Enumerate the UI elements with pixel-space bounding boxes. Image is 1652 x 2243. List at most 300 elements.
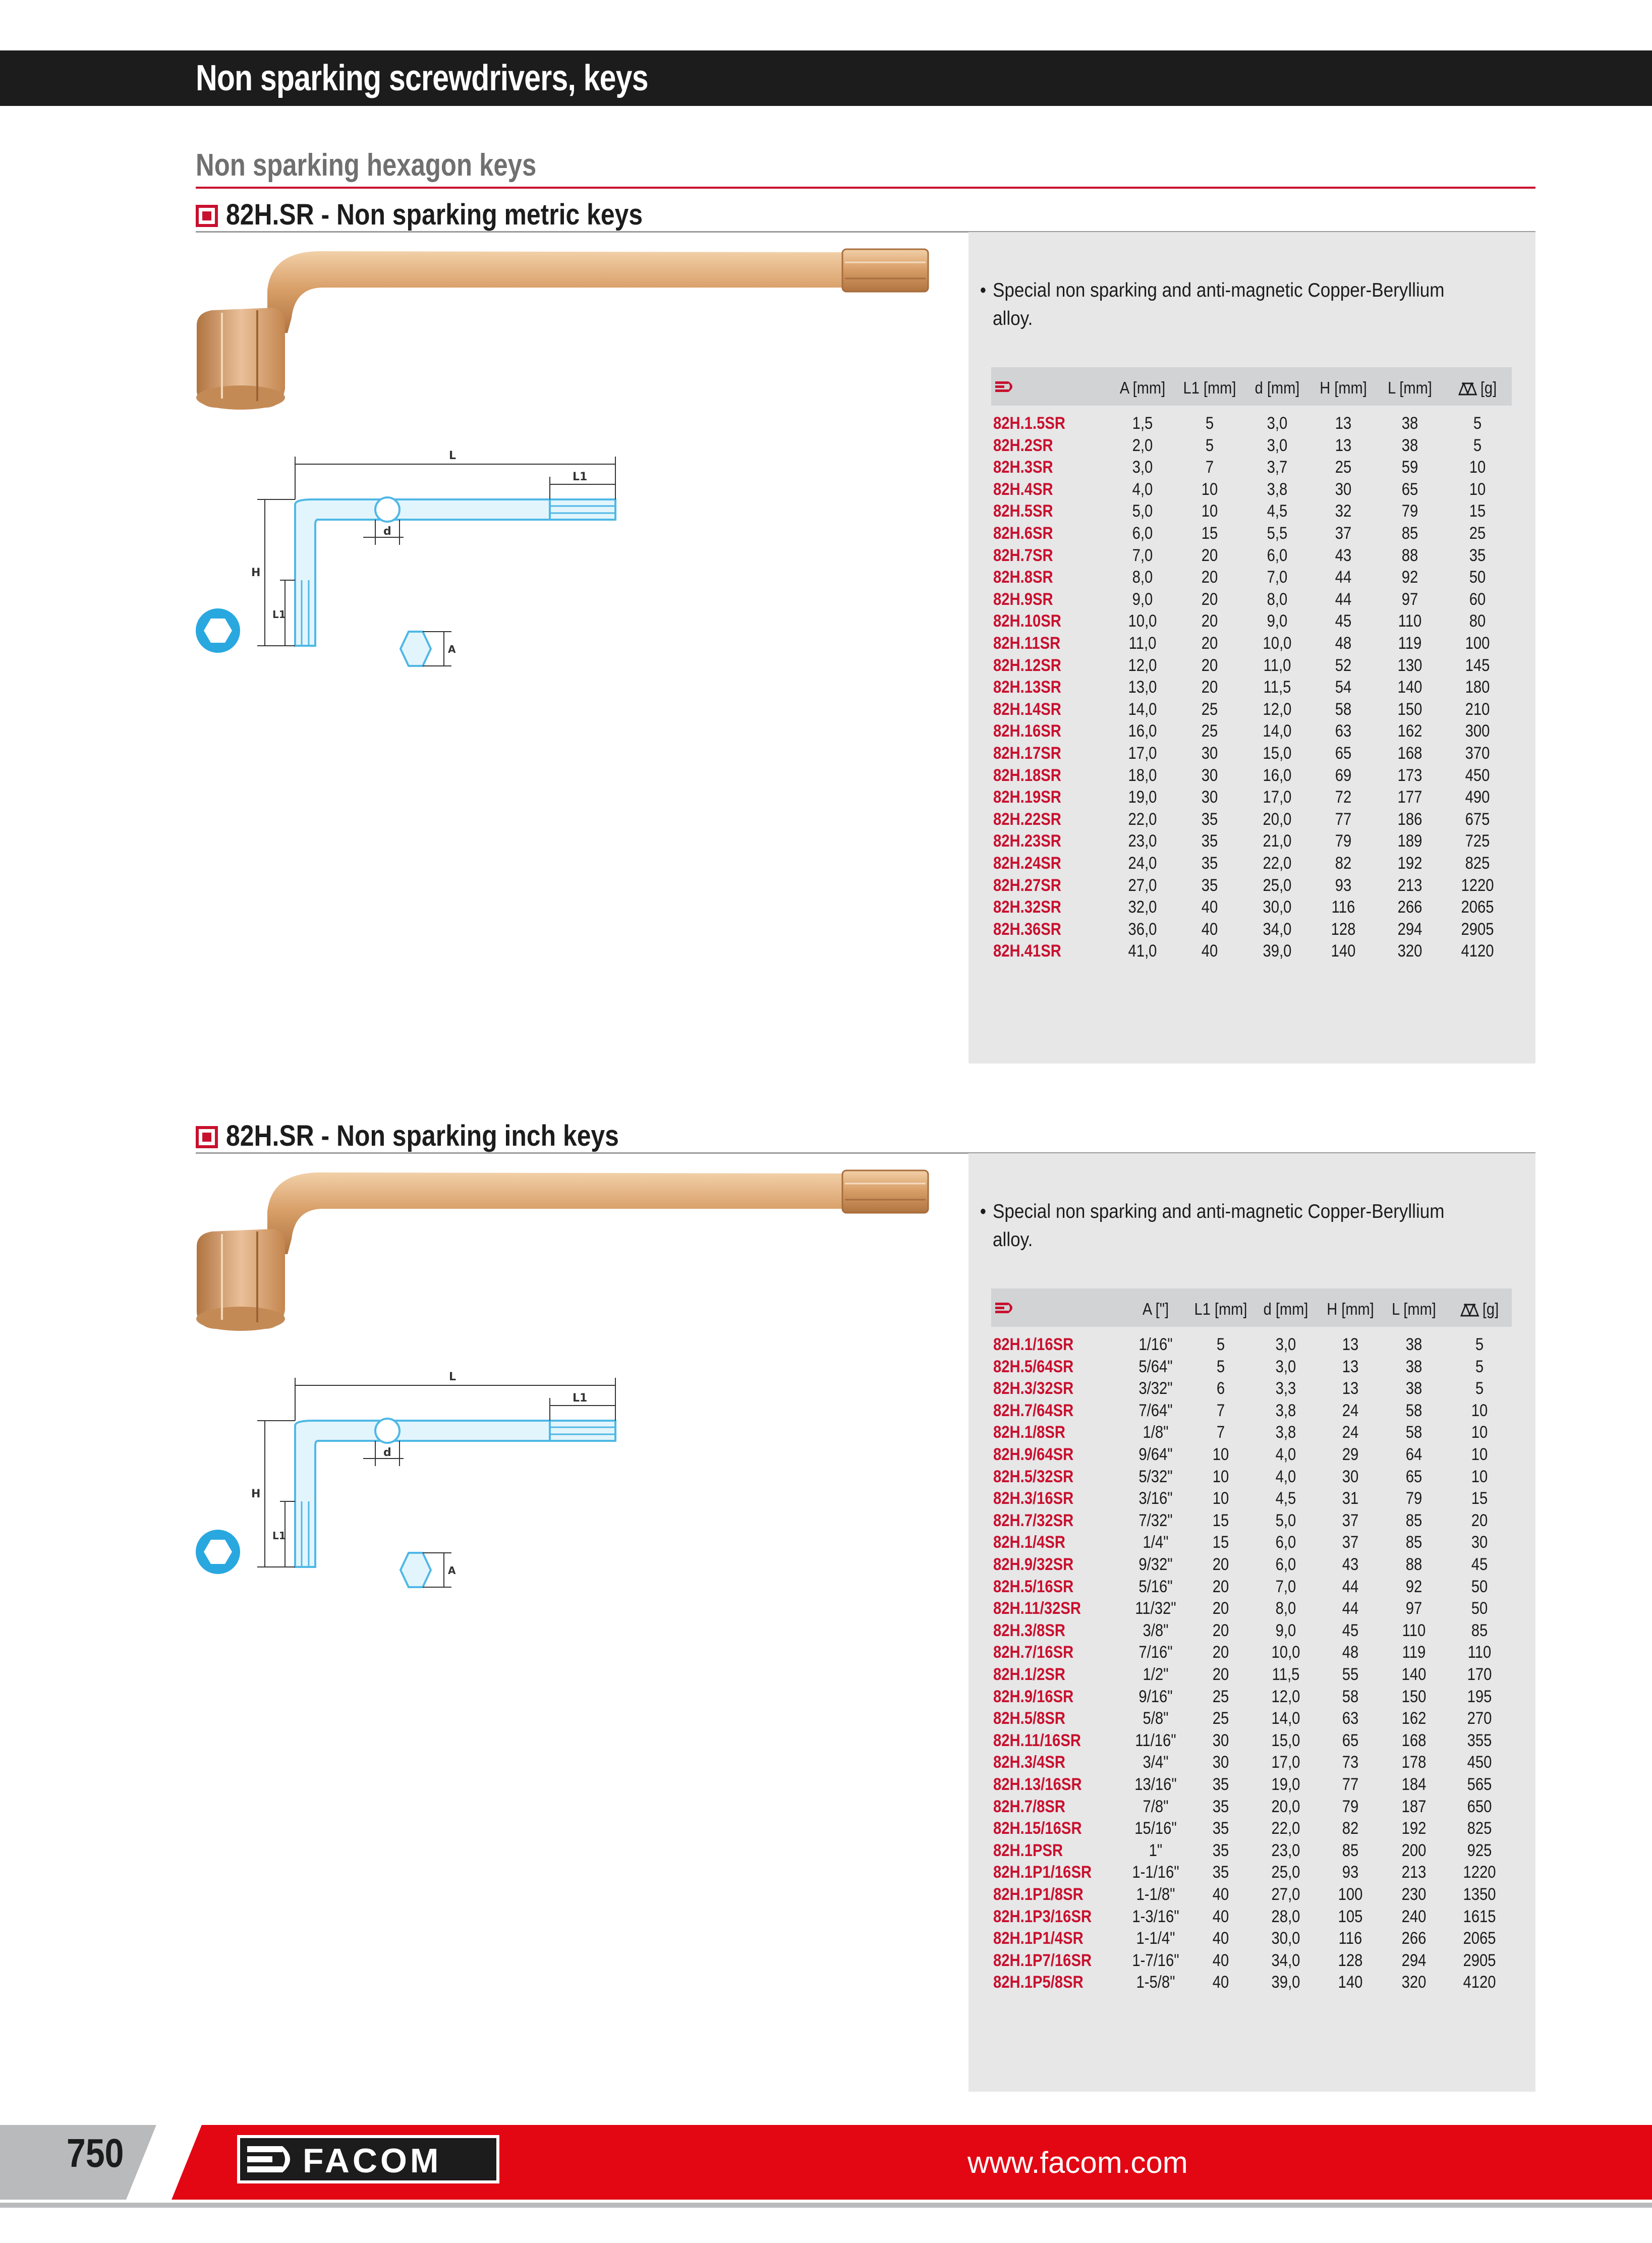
table-row [991, 765, 1512, 787]
svg-text:A: A [448, 1564, 456, 1577]
table-cell: 79 [1401, 501, 1418, 521]
column-header: H [mm] [1327, 1300, 1374, 1318]
table-cell: 34,0 [1263, 919, 1292, 939]
table-cell: 1/2" [1143, 1665, 1169, 1684]
table-cell: 10 [1471, 1400, 1488, 1420]
table-cell: 119 [1398, 634, 1422, 653]
table-cell: 41,0 [1128, 941, 1157, 961]
table-cell: 5,0 [1275, 1510, 1296, 1530]
table-cell: 10 [1471, 1467, 1488, 1486]
product-ref: 82H.18SR [993, 765, 1061, 785]
table-cell: 22,0 [1263, 854, 1292, 873]
table-row [991, 1510, 1512, 1532]
column-header: d [mm] [1255, 378, 1300, 397]
table-cell: 177 [1397, 788, 1422, 807]
table-cell: 77 [1342, 1775, 1359, 1794]
table-cell: 32,0 [1128, 898, 1157, 917]
table-cell: 85 [1342, 1840, 1359, 1860]
table-cell: 30 [1342, 1467, 1359, 1486]
product-ref: 82H.12SR [993, 655, 1061, 675]
table-cell: 9,0 [1132, 589, 1153, 609]
table-cell: 8,0 [1132, 568, 1153, 587]
table-cell: 6 [1216, 1379, 1225, 1398]
table-cell: 79 [1405, 1489, 1422, 1508]
table-cell: 100 [1465, 634, 1490, 653]
page-title: Non sparking screwdrivers, keys [196, 58, 648, 98]
table-cell: 5 [1205, 414, 1214, 433]
metric-section-title: 82H.SR - Non sparking metric keys [226, 198, 643, 231]
product-ref: 82H.1P5/8SR [993, 1973, 1084, 1992]
table-cell: 20 [1201, 634, 1218, 653]
table-cell: 21,0 [1263, 831, 1292, 851]
product-ref: 82H.5/32SR [993, 1467, 1074, 1486]
table-cell: 320 [1397, 941, 1422, 961]
table-cell: 32 [1335, 501, 1352, 521]
ref-arrow-icon [995, 1302, 1017, 1314]
diagram-label-L: L [449, 450, 457, 462]
table-row [991, 1928, 1512, 1950]
table-cell: 55 [1342, 1665, 1359, 1684]
table-cell: 1-3/16" [1132, 1906, 1179, 1926]
table-cell: 12,0 [1263, 699, 1292, 719]
svg-text:d: d [383, 1446, 391, 1459]
section-square-icon [196, 205, 218, 227]
table-cell: 213 [1397, 875, 1422, 895]
table-row [991, 677, 1512, 699]
svg-text:L: L [449, 1371, 457, 1383]
table-cell: 150 [1401, 1687, 1427, 1706]
table-cell: 270 [1467, 1709, 1492, 1728]
table-cell: 50 [1469, 568, 1486, 587]
table-cell: 30 [1201, 765, 1218, 785]
table-row [991, 567, 1512, 589]
table-cell: 25,0 [1263, 875, 1292, 895]
table-cell: 5/16" [1138, 1577, 1173, 1596]
table-cell: 7 [1205, 458, 1214, 477]
table-cell: 28,0 [1271, 1906, 1300, 1926]
table-cell: 320 [1401, 1973, 1427, 1992]
table-cell: 65 [1335, 744, 1352, 763]
table-cell: 128 [1331, 919, 1356, 939]
column-header: d [mm] [1263, 1300, 1308, 1318]
table-row [991, 1730, 1512, 1752]
product-ref: 82H.5SR [993, 501, 1053, 521]
table-row [991, 919, 1512, 941]
table-cell: 38 [1401, 435, 1418, 455]
table-cell: 38 [1405, 1335, 1422, 1354]
table-row [991, 1664, 1512, 1686]
table-cell: 97 [1405, 1599, 1422, 1618]
table-cell: 85 [1405, 1533, 1422, 1552]
product-ref: 82H.11/16SR [993, 1730, 1081, 1750]
diagram-label-H: H [251, 567, 261, 579]
table-row [991, 1554, 1512, 1576]
table-cell: 195 [1467, 1687, 1492, 1706]
table-row [991, 479, 1512, 501]
table-cell: 13 [1342, 1379, 1359, 1398]
table-cell: 48 [1342, 1643, 1359, 1662]
table-cell: 45 [1471, 1555, 1488, 1574]
inch-bullet: • Special non sparking and anti-magnetic Copper-Beryllium alloy. [980, 1201, 1445, 1251]
table-cell: 294 [1397, 919, 1422, 939]
table-cell: 10 [1212, 1467, 1229, 1486]
product-ref: 82H.22SR [993, 809, 1061, 829]
product-ref: 82H.9SR [993, 589, 1053, 609]
table-cell: 44 [1342, 1577, 1359, 1596]
table-cell: 3/4" [1143, 1753, 1169, 1772]
table-cell: 140 [1397, 678, 1422, 697]
product-ref: 82H.1P7/16SR [993, 1950, 1092, 1970]
table-cell: 59 [1401, 458, 1418, 477]
table-cell: 35 [1212, 1819, 1229, 1838]
table-cell: 1615 [1463, 1906, 1496, 1926]
table-cell: 35 [1201, 875, 1218, 895]
table-cell: 3,0 [1267, 414, 1288, 433]
table-cell: 23,0 [1128, 831, 1157, 851]
table-row [991, 633, 1512, 655]
table-cell: 6,0 [1275, 1533, 1296, 1552]
table-cell: 63 [1335, 721, 1352, 741]
table-cell: 925 [1467, 1840, 1492, 1860]
table-cell: 5 [1473, 435, 1482, 455]
table-cell: 116 [1338, 1929, 1362, 1948]
table-cell: 119 [1402, 1643, 1426, 1662]
product-ref: 82H.9/32SR [993, 1555, 1074, 1574]
table-cell: 10 [1469, 479, 1486, 499]
product-ref: 82H.4SR [993, 479, 1053, 499]
table-cell: 17,0 [1128, 744, 1157, 763]
table-cell: 266 [1397, 898, 1422, 917]
table-cell: 65 [1342, 1730, 1359, 1750]
table-cell: 30 [1335, 479, 1352, 499]
table-cell: 15,0 [1271, 1730, 1300, 1750]
product-ref: 82H.7/8SR [993, 1797, 1066, 1816]
table-cell: 72 [1335, 788, 1352, 807]
product-ref: 82H.3SR [993, 458, 1053, 477]
subtitle-rule [196, 187, 1535, 189]
table-cell: 39,0 [1263, 941, 1292, 961]
table-cell: 16,0 [1263, 765, 1292, 785]
column-header: A [mm] [1119, 378, 1166, 397]
table-cell: 116 [1331, 898, 1355, 917]
table-cell: 31 [1342, 1489, 1359, 1508]
table-cell: 110 [1398, 611, 1422, 631]
table-cell: 65 [1405, 1467, 1422, 1486]
table-cell: 4,5 [1267, 501, 1288, 521]
table-cell: 200 [1401, 1840, 1427, 1860]
table-cell: 140 [1401, 1665, 1427, 1684]
table-cell: 180 [1465, 678, 1490, 697]
product-ref: 82H.2SR [993, 435, 1053, 455]
table-cell: 77 [1335, 809, 1352, 829]
table-cell: 128 [1338, 1950, 1363, 1970]
table-cell: 9/16" [1138, 1687, 1173, 1706]
table-cell: 58 [1335, 699, 1352, 719]
product-ref: 82H.1P3/16SR [993, 1906, 1092, 1926]
table-cell: 37 [1342, 1533, 1359, 1552]
table-cell: 100 [1338, 1885, 1363, 1904]
table-cell: 38 [1405, 1379, 1422, 1398]
table-cell: 15 [1469, 501, 1486, 521]
table-row [991, 1972, 1512, 1994]
table-row [991, 1334, 1512, 1356]
table-cell: 69 [1335, 765, 1352, 785]
table-row [991, 1862, 1512, 1884]
column-header: L [mm] [1388, 378, 1432, 397]
table-cell: 17,0 [1263, 788, 1292, 807]
section-square-icon [196, 1126, 218, 1148]
table-cell: 40 [1201, 919, 1218, 939]
table-cell: 192 [1397, 854, 1422, 873]
table-cell: 85 [1471, 1620, 1488, 1640]
table-cell: 58 [1342, 1687, 1359, 1706]
table-cell: 88 [1401, 545, 1418, 565]
inch-section-title: 82H.SR - Non sparking inch keys [226, 1119, 619, 1152]
hexagon-profile-icon [195, 607, 241, 654]
table-cell: 43 [1342, 1555, 1359, 1574]
table-cell: 36,0 [1128, 919, 1157, 939]
product-ref: 82H.1P1/4SR [993, 1929, 1084, 1948]
table-cell: 130 [1397, 655, 1422, 675]
table-cell: 1/8" [1143, 1423, 1169, 1442]
table-cell: 110 [1402, 1620, 1426, 1640]
table-cell: 7 [1216, 1400, 1225, 1420]
table-cell: 20 [1212, 1599, 1229, 1618]
table-cell: 34,0 [1271, 1950, 1300, 1970]
table-cell: 20 [1201, 589, 1218, 609]
table-cell: 35 [1201, 831, 1218, 851]
table-cell: 10 [1469, 458, 1486, 477]
table-cell: 37 [1342, 1510, 1359, 1530]
table-cell: 5 [1216, 1335, 1225, 1354]
table-cell: 140 [1338, 1973, 1363, 1992]
hexagon-profile-icon [195, 1529, 241, 1575]
table-cell: 37 [1335, 524, 1352, 543]
table-cell: 27,0 [1271, 1885, 1300, 1904]
table-cell: 1220 [1463, 1863, 1496, 1882]
product-ref: 82H.1P1/8SR [993, 1885, 1084, 1904]
table-cell: 7/8" [1143, 1797, 1169, 1816]
column-header: L [mm] [1392, 1300, 1436, 1318]
table-cell: 16,0 [1128, 721, 1157, 741]
website-link[interactable]: www.facom.com [967, 2146, 1188, 2179]
product-ref: 82H.19SR [993, 788, 1061, 807]
product-ref: 82H.7/64SR [993, 1400, 1074, 1420]
table-cell: 1220 [1461, 875, 1494, 895]
table-cell: 92 [1405, 1577, 1422, 1596]
table-row [991, 1576, 1512, 1598]
product-ref: 82H.16SR [993, 721, 1061, 741]
table-cell: 184 [1401, 1775, 1427, 1794]
table-cell: 60 [1469, 589, 1486, 609]
table-cell: 675 [1465, 809, 1490, 829]
table-row [991, 743, 1512, 765]
table-cell: 4120 [1461, 941, 1494, 961]
table-cell: 11,5 [1272, 1665, 1300, 1684]
table-cell: 162 [1397, 721, 1422, 741]
table-cell: 25 [1469, 524, 1486, 543]
table-cell: 38 [1405, 1357, 1422, 1376]
table-cell: 20 [1201, 568, 1218, 587]
table-cell: 11/16" [1135, 1730, 1176, 1750]
product-ref: 82H.5/16SR [993, 1577, 1074, 1596]
table-cell: 22,0 [1128, 809, 1157, 829]
section-subtitle: Non sparking hexagon keys [196, 148, 537, 183]
table-row [991, 720, 1512, 743]
table-cell: 30 [1201, 744, 1218, 763]
table-cell: 13 [1342, 1335, 1359, 1354]
table-cell: 9/64" [1138, 1445, 1173, 1464]
table-cell: 3/16" [1138, 1489, 1173, 1508]
product-ref: 82H.1/4SR [993, 1533, 1066, 1552]
metric-key-diagram [192, 444, 636, 686]
table-row [991, 1400, 1512, 1422]
table-row [991, 940, 1512, 963]
table-cell: 25,0 [1271, 1863, 1300, 1882]
table-cell: 4,0 [1132, 479, 1153, 499]
table-cell: 35 [1201, 854, 1218, 873]
product-ref: 82H.1.5SR [993, 414, 1066, 433]
table-cell: 85 [1405, 1510, 1422, 1530]
table-cell: 20 [1212, 1643, 1229, 1662]
product-ref: 82H.1/8SR [993, 1423, 1066, 1442]
table-cell: 50 [1471, 1577, 1488, 1596]
table-cell: 4,5 [1275, 1489, 1296, 1508]
table-row [991, 896, 1512, 919]
table-cell: 43 [1335, 545, 1352, 565]
table-cell: 40 [1212, 1950, 1229, 1970]
table-cell: 210 [1465, 699, 1490, 719]
table-cell: 45 [1342, 1620, 1359, 1640]
table-cell: 450 [1465, 765, 1490, 785]
table-cell: 5,0 [1132, 501, 1153, 521]
table-cell: 15 [1212, 1510, 1229, 1530]
table-cell: 40 [1201, 941, 1218, 961]
product-ref: 82H.24SR [993, 854, 1061, 873]
table-cell: 150 [1397, 699, 1422, 719]
table-cell: 19,0 [1271, 1775, 1300, 1794]
table-cell: 12,0 [1128, 655, 1157, 675]
svg-text:L1: L1 [272, 608, 286, 621]
inch-table-header [991, 1288, 1512, 1327]
table-cell: 22,0 [1271, 1819, 1300, 1838]
table-cell: 5 [1473, 414, 1482, 433]
table-cell: 14,0 [1271, 1709, 1300, 1728]
table-cell: 25 [1212, 1709, 1229, 1728]
table-cell: 240 [1401, 1906, 1427, 1926]
table-row [991, 1950, 1512, 1972]
table-cell: 79 [1342, 1797, 1359, 1816]
table-cell: 10,0 [1128, 611, 1157, 631]
product-ref: 82H.9/64SR [993, 1445, 1074, 1464]
product-ref: 82H.10SR [993, 611, 1061, 631]
table-cell: 20 [1201, 655, 1218, 675]
table-row [991, 787, 1512, 809]
table-cell: 10 [1212, 1445, 1229, 1464]
product-ref: 82H.5/64SR [993, 1357, 1074, 1376]
footer-rule [0, 2203, 1652, 2208]
table-row [991, 1752, 1512, 1774]
table-cell: 825 [1465, 854, 1490, 873]
table-cell: 7/64" [1138, 1400, 1173, 1420]
table-cell: 3,0 [1275, 1335, 1296, 1354]
table-cell: 7/16" [1138, 1643, 1173, 1662]
product-ref: 82H.11/32SR [993, 1599, 1081, 1618]
table-cell: 6,0 [1132, 524, 1153, 543]
table-cell: 18,0 [1128, 765, 1157, 785]
table-cell: 3,8 [1275, 1400, 1296, 1420]
table-cell: 725 [1465, 831, 1490, 851]
column-header: L1 [mm] [1194, 1300, 1247, 1318]
table-cell: 168 [1401, 1730, 1427, 1750]
table-cell: 110 [1467, 1643, 1492, 1662]
page-number: 750 [67, 2130, 124, 2175]
product-ref: 82H.3/4SR [993, 1753, 1066, 1772]
table-row [991, 1620, 1512, 1642]
table-cell: 40 [1212, 1973, 1229, 1992]
table-row [991, 1906, 1512, 1928]
table-cell: 5,5 [1267, 524, 1288, 543]
table-cell: 20 [1471, 1510, 1488, 1530]
product-ref: 82H.3/32SR [993, 1379, 1074, 1398]
table-cell: 7,0 [1267, 568, 1288, 587]
table-cell: 3,8 [1275, 1423, 1296, 1442]
table-cell: 15 [1471, 1489, 1488, 1508]
table-cell: 35 [1201, 809, 1218, 829]
table-cell: 105 [1338, 1906, 1363, 1926]
table-cell: 50 [1471, 1599, 1488, 1618]
table-cell: 140 [1331, 941, 1356, 961]
table-cell: 565 [1467, 1775, 1492, 1794]
table-cell: 300 [1465, 721, 1490, 741]
table-cell: 8,0 [1275, 1599, 1296, 1618]
table-cell: 30 [1212, 1753, 1229, 1772]
table-cell: 13/16" [1134, 1775, 1177, 1794]
table-cell: 2,0 [1132, 435, 1153, 455]
table-cell: 10 [1471, 1423, 1488, 1442]
table-cell: 73 [1342, 1753, 1359, 1772]
table-cell: 4,0 [1275, 1467, 1296, 1486]
table-cell: 294 [1401, 1950, 1427, 1970]
table-cell: 10,0 [1271, 1643, 1300, 1662]
product-ref: 82H.9/16SR [993, 1687, 1074, 1706]
table-cell: 11,0 [1263, 655, 1291, 675]
table-row [991, 1466, 1512, 1488]
table-cell: 25 [1201, 699, 1218, 719]
table-cell: 8,0 [1267, 589, 1288, 609]
table-cell: 5 [1205, 435, 1214, 455]
table-cell: 20 [1212, 1665, 1229, 1684]
table-cell: 20 [1212, 1555, 1229, 1574]
table-cell: 173 [1397, 765, 1422, 785]
table-cell: 27,0 [1128, 875, 1157, 895]
table-cell: 29 [1342, 1445, 1359, 1464]
table-cell: 266 [1401, 1929, 1427, 1948]
product-ref: 82H.5/8SR [993, 1709, 1066, 1728]
table-row [991, 413, 1512, 435]
table-cell: 178 [1401, 1753, 1427, 1772]
table-cell: 230 [1401, 1885, 1427, 1904]
table-cell: 88 [1405, 1555, 1422, 1574]
product-ref: 82H.1PSR [993, 1840, 1063, 1860]
table-cell: 79 [1335, 831, 1352, 851]
column-header: H [mm] [1320, 378, 1367, 397]
table-cell: 20 [1201, 545, 1218, 565]
table-cell: 3/32" [1138, 1379, 1173, 1398]
table-cell: 2065 [1463, 1929, 1496, 1948]
table-cell: 13,0 [1128, 678, 1157, 697]
table-cell: 3,0 [1267, 435, 1288, 455]
